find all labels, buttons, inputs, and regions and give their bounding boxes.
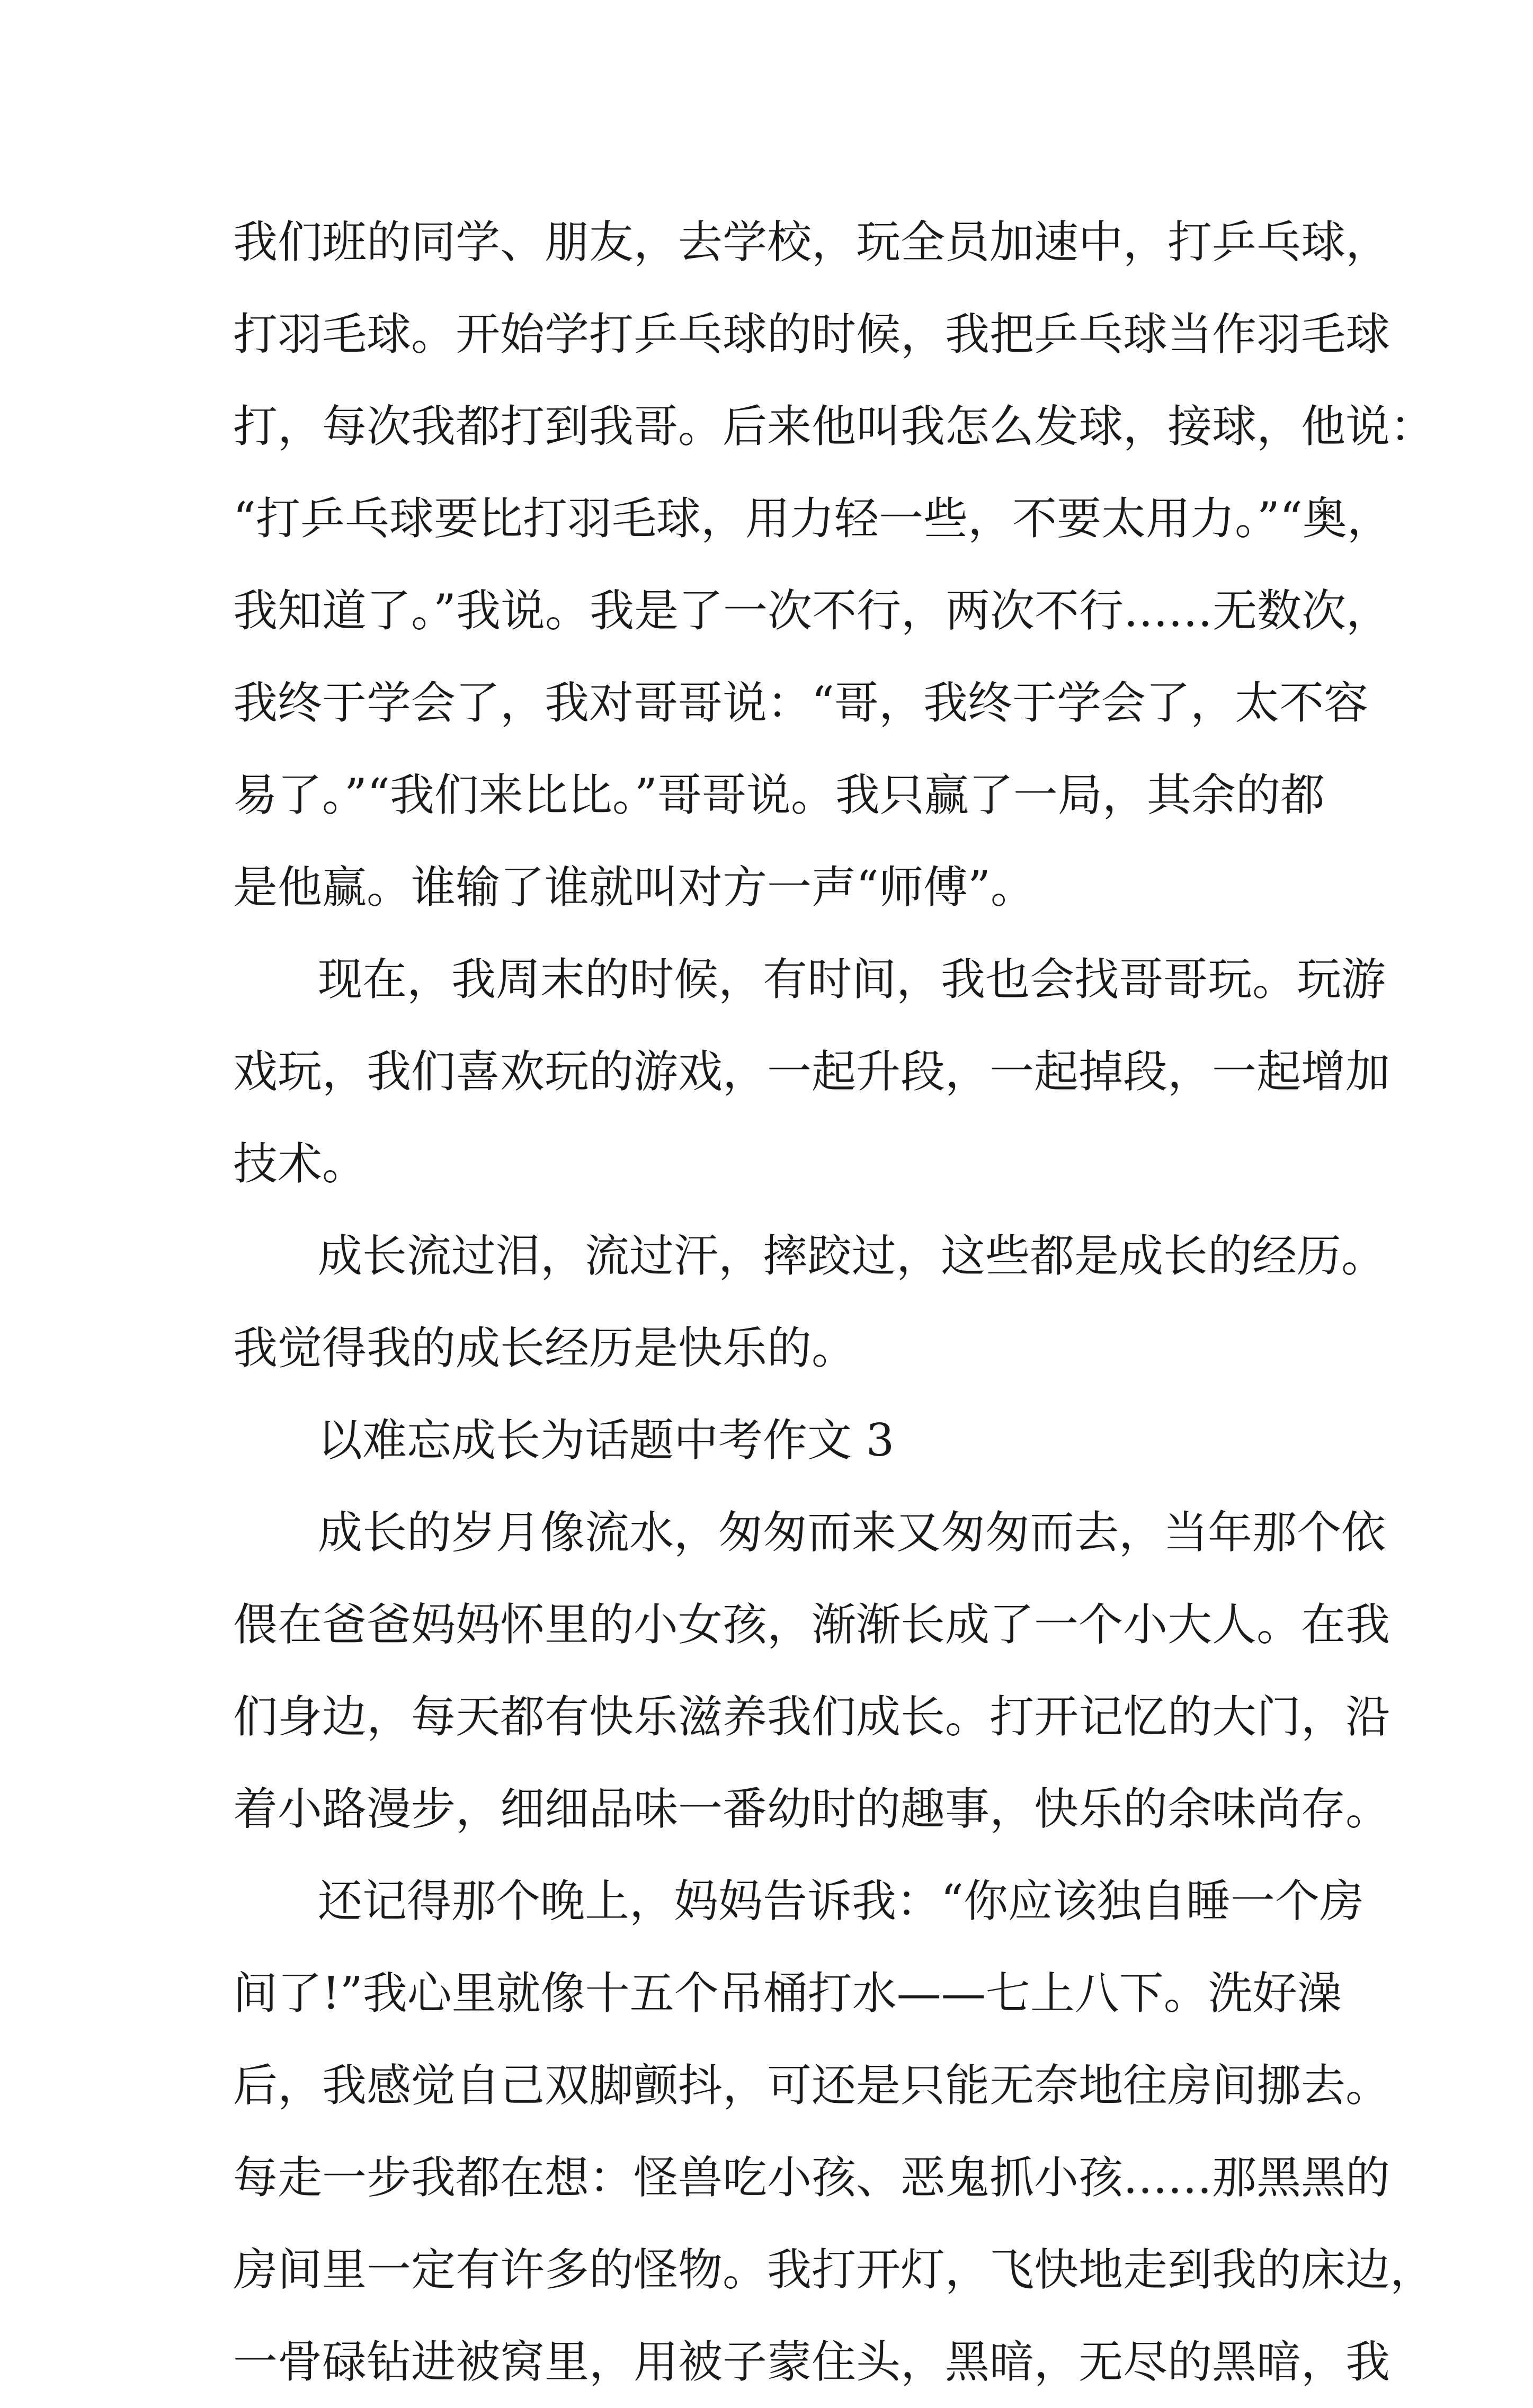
text-line: 技术。	[233, 1138, 367, 1190]
text-line: 易了。”“我们来比比。”哥哥说。我只赢了一局，其余的都	[233, 769, 1325, 821]
essay-body	[233, 196, 1435, 2408]
text-line: 着小路漫步，细细品味一番幼时的趣事，快乐的余味尚存。	[233, 1783, 1391, 1835]
paragraph-start-line: 现在，我周末的时候，有时间，我也会找哥哥玩。玩游	[318, 953, 1386, 1005]
text-line: 我终于学会了，我对哥哥说：“哥，我终于学会了，太不容	[233, 677, 1368, 729]
text-line: 后，我感觉自己双脚颤抖，可还是只能无奈地往房间挪去。	[233, 2059, 1391, 2111]
text-line: 每走一步我都在想：怪兽吃小孩、恶鬼抓小孩……那黑黑的	[233, 2152, 1391, 2204]
text-line: 我觉得我的成长经历是快乐的。	[233, 1322, 857, 1374]
text-line: 一骨碌钻进被窝里，用被子蒙住头，黑暗，无尽的黑暗，我	[233, 2336, 1391, 2388]
paragraph-start-line: 成长的岁月像流水，匆匆而来又匆匆而去，当年那个依	[318, 1506, 1386, 1558]
text-line: 房间里一定有许多的怪物。我打开灯，飞快地走到我的床边，	[233, 2244, 1435, 2296]
text-line: “打乒乓球要比打羽毛球，用力轻一些，不要太用力。”“奥，	[233, 493, 1392, 545]
text-line: 打，每次我都打到我哥。后来他叫我怎么发球，接球，他说：	[233, 400, 1435, 452]
text-line: 打羽毛球。开始学打乒乓球的时候，我把乒乓球当作羽毛球	[233, 308, 1391, 360]
essay-heading: 以难忘成长为话题中考作文 3	[318, 1414, 895, 1466]
text-line: 我知道了。”我说。我是了一次不行，两次不行……无数次，	[233, 585, 1391, 637]
paragraph-start-line: 成长流过泪，流过汗，摔跤过，这些都是成长的经历。	[318, 1230, 1386, 1282]
paragraph-start-line: 还记得那个晚上，妈妈告诉我：“你应该独自睡一个房	[318, 1875, 1364, 1927]
text-line: 我们班的同学、朋友，去学校，玩全员加速中，打乒乓球，	[233, 216, 1391, 268]
text-line: 戏玩，我们喜欢玩的游戏，一起升段，一起掉段，一起增加	[233, 1046, 1391, 1098]
text-line: 们身边，每天都有快乐滋养我们成长。打开记忆的大门，沿	[233, 1691, 1391, 1743]
text-line: 偎在爸爸妈妈怀里的小女孩，渐渐长成了一个小大人。在我	[233, 1599, 1391, 1651]
text-line: 间了!”我心里就像十五个吊桶打水——七上八下。洗好澡	[233, 1967, 1342, 2019]
text-line: 是他赢。谁输了谁就叫对方一声“师傅”。	[233, 861, 1035, 913]
